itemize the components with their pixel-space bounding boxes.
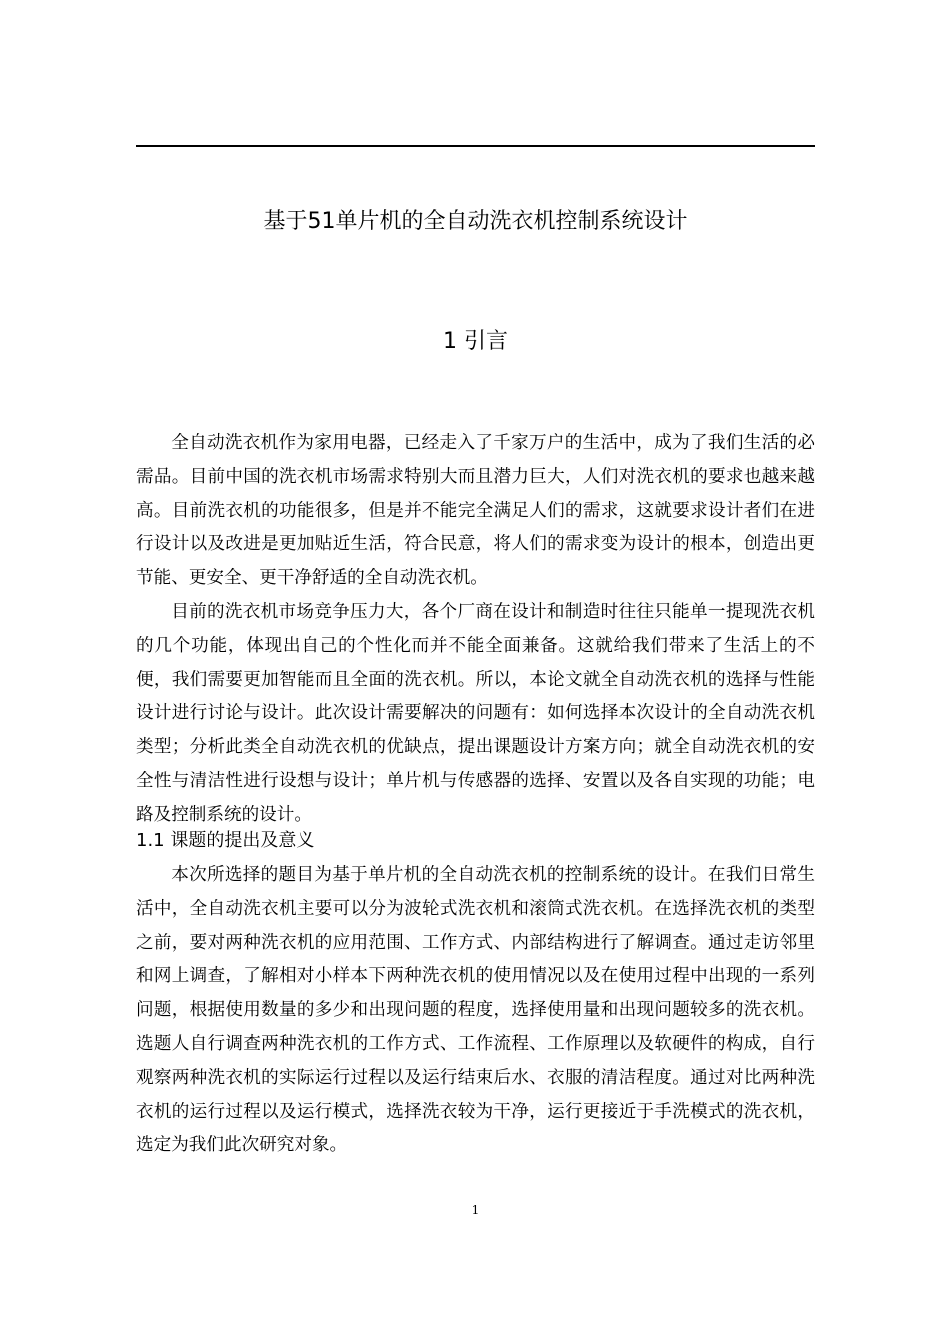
body-paragraph-1	[136, 427, 815, 596]
page-number: 1	[471, 1203, 480, 1217]
chapter-title: 1 引言	[443, 329, 508, 354]
section-heading: 1.1 课题的提出及意义	[136, 830, 315, 851]
header-rule	[136, 145, 815, 147]
section-paragraph-1	[136, 859, 815, 1163]
paragraph-text: 全自动洗衣机作为家用电器，已经走入了千家万户的生活中，成为了我们生活的必需品。目前中国的洗衣机市场需求特别大而且潜力巨大，人们对洗衣机的要求也越来越高。目前洗衣机的功能很多，但是并不能完全满足人们的需求，这就要求设计者们在进行设计以及改进是更加贴近生活，符合民意，将人们的需求变为设计的根本，创造出更节能、更安全、更干净舒适的全自动洗衣机。	[136, 433, 815, 589]
paragraph-text: 本次所选择的题目为基于单片机的全自动洗衣机的控制系统的设计。在我们日常生活中，全自动洗衣机主要可以分为波轮式洗衣机和滚筒式洗衣机。在选择洗衣机的类型之前，要对两种洗衣机的应用范围、工作方式、内部结构进行了解调查。通过走访邻里和网上调查，了解相对小样本下两种洗衣机的使用情况以及在使用过程中出现的一系列问题，根据使用数量的多少和出现问题的程度，选择使用量和出现问题较多的洗衣机。选题人自行调查两种洗衣机的工作方式、工作流程、工作原理以及软硬件的构成，自行观察两种洗衣机的实际运行过程以及运行结束后水、衣服的清洁程度。通过对比两种洗衣机的运行过程以及运行模式，选择洗衣较为干净，运行更接近于手洗模式的洗衣机，选定为我们此次研究对象。	[136, 865, 815, 1156]
paragraph-text: 目前的洗衣机市场竞争压力大，各个厂商在设计和制造时往往只能单一提现洗衣机的几个功能，体现出自己的个性化而并不能全面兼备。这就给我们带来了生活上的不便，我们需要更加智能而且全面的洗衣机。所以，本论文就全自动洗衣机的选择与性能设计进行讨论与设计。此次设计需要解决的问题有：如何选择本次设计的全自动洗衣机类型；分析此类全自动洗衣机的优缺点，提出课题设计方案方向；就全自动洗衣机的安全性与清洁性进行设想与设计；单片机与传感器的选择、安置以及各自实现的功能；电路及控制系统的设计。	[136, 602, 815, 825]
document-title: 基于51单片机的全自动洗衣机控制系统设计	[263, 209, 688, 234]
body-paragraph-2	[136, 596, 815, 833]
